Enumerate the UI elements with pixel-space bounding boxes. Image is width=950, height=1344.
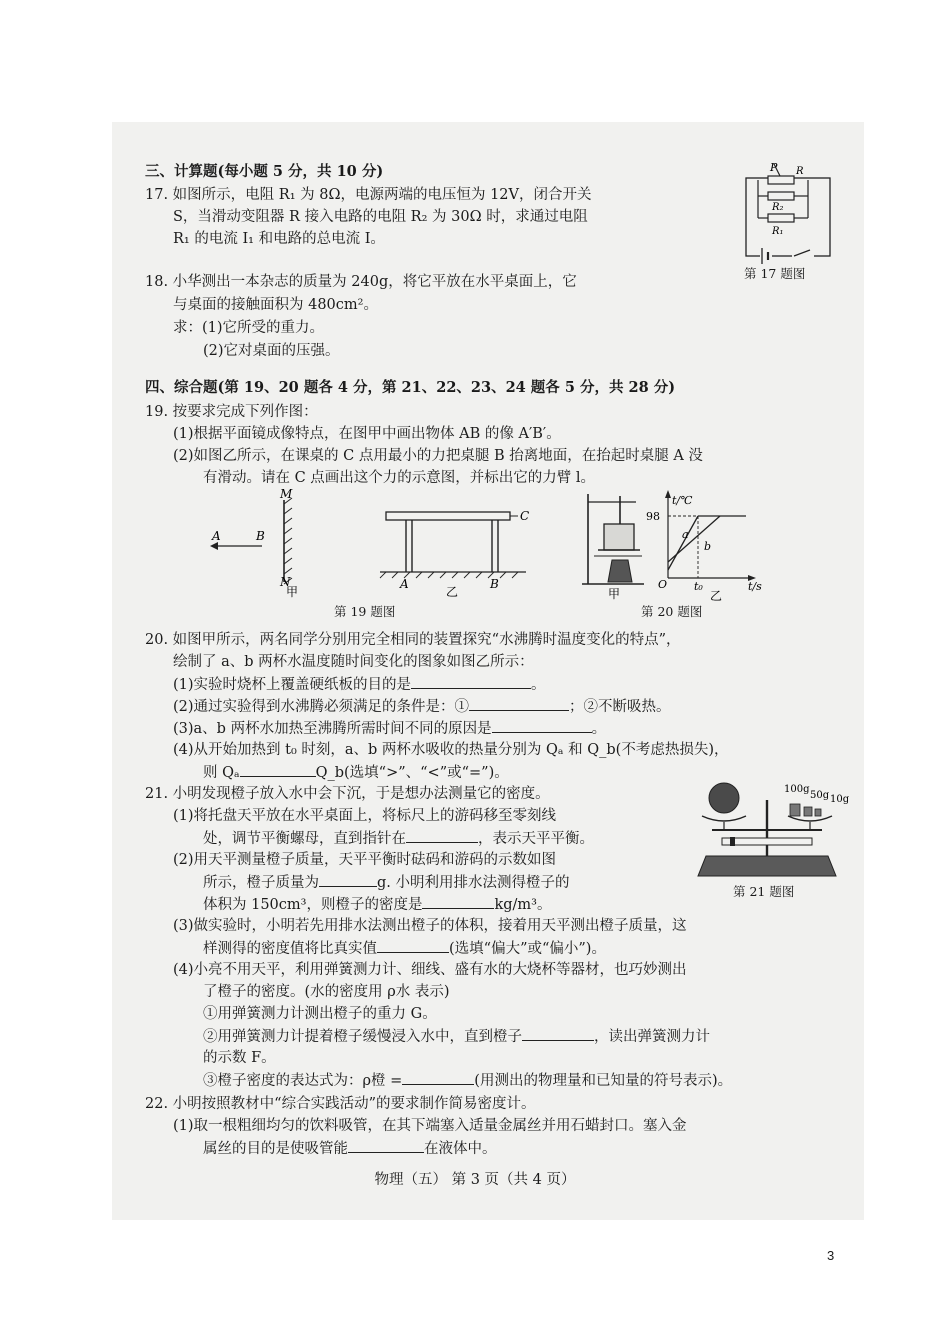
section-4-title: 四、综合题(第 19、20 题各 4 分，第 21、22、23、24 题各 5 分，共 28 分) (145, 379, 676, 396)
q21-line-4: (2)用天平测量橙子质量，天平平衡时砝码和游码的示数如图 (173, 852, 557, 868)
q20-line-3: (1)实验时烧杯上覆盖硬纸板的目的是 。 (173, 674, 546, 695)
q21-line-2: (1)将托盘天平放在水平桌面上，将标尺上的游码移至零刻线 (173, 808, 557, 824)
weight-10g: 10g (830, 794, 850, 805)
q21-line-10: 了橙子的密度。(水的密度用 ρ水 表示) (203, 984, 450, 1000)
q17-circuit-figure (740, 162, 840, 262)
q20-line-1: 20. 如图甲所示，两名同学分别用完全相同的装置探究“水沸腾时温度变化的特点”， (145, 632, 681, 648)
desk-top (386, 512, 510, 520)
q20-temperature-graph (646, 490, 774, 603)
q19-caption: 第 19 题图 (334, 604, 396, 619)
q19-desk-figure (378, 500, 538, 600)
label-r: R (796, 166, 804, 177)
label-m: M (280, 487, 293, 501)
q21-line-8: 样测得的密度值将比真实值 (选填“偏大”或“偏小”)。 (203, 938, 606, 959)
graph-label-a: a (682, 528, 689, 541)
orange (709, 783, 739, 813)
q19-line-2: (1)根据平面镜成像特点，在图甲中画出物体 AB 的像 A′B′。 (173, 426, 561, 442)
rheostat-r (768, 176, 794, 184)
graph-t0: t₀ (694, 580, 703, 593)
burner (608, 560, 632, 582)
label-n: N (280, 575, 291, 589)
q21-line-13: 的示数 F。 (203, 1050, 276, 1066)
label-yi: 乙 (446, 585, 459, 599)
page-footer: 物理（五） 第 3 页（共 4 页） (374, 1172, 576, 1188)
q20-apparatus-figure (580, 490, 650, 602)
graph-origin: O (658, 578, 668, 591)
base (698, 856, 836, 876)
label-c: C (520, 509, 530, 523)
q22-line-2: (1)取一根粗细均匀的饮料吸管，在其下端塞入适量金属丝并用石蜡封口。塞入金 (173, 1118, 687, 1134)
label-desk-b: B (490, 577, 499, 591)
q20-line-6: (4)从开始加热到 t₀ 时刻，a、b 两杯水吸收的热量分别为 Qₐ 和 Q_b(不考虑热损失)， (173, 742, 729, 758)
q18-line-4: (2)它对桌面的压强。 (203, 343, 340, 359)
q19-mirror-figure (200, 488, 310, 598)
scale-ruler (722, 838, 812, 845)
graph-label-b: b (704, 540, 712, 553)
q18-line-3: 求：(1)它所受的重力。 (173, 320, 325, 336)
q21-line-11: ①用弹簧测力计测出橙子的重力 G。 (203, 1006, 437, 1022)
q21-line-1: 21. 小明发现橙子放入水中会下沉，于是想办法测量它的密度。 (145, 786, 550, 802)
label-p: P (770, 161, 778, 174)
q21-line-12: ②用弹簧测力计提着橙子缓慢浸入水中，直到橙子 ，读出弹簧测力计 (203, 1026, 710, 1047)
page-number: 3 (827, 1248, 835, 1263)
q20-line-5: (3)a、b 两杯水加热至沸腾所需时间不同的原因是 。 (173, 718, 606, 739)
label-r2: R₂ (772, 202, 784, 213)
label-jia: 甲 (286, 585, 299, 599)
q20-line-7: 则 Qₐ Q_b(选填“>”、“<”或“=”)。 (203, 762, 509, 783)
left-pan (702, 816, 746, 821)
q22-line-3: 属丝的目的是使吸管能 在液体中。 (203, 1138, 497, 1159)
weight-50g: 50g (810, 790, 830, 801)
q18-line-2: 与桌面的接触面积为 480cm²。 (173, 297, 378, 313)
weight-100g: 100g (784, 784, 810, 795)
q19-line-3: (2)如图乙所示，在课桌的 C 点用最小的力把桌腿 B 抬离地面，在抬起时桌腿 A 没 (173, 448, 703, 464)
q21-line-3: 处，调节平衡螺母，直到指针在 ，表示天平平衡。 (203, 828, 594, 849)
q21-caption: 第 21 题图 (733, 884, 795, 899)
q20-line-2: 绘制了 a、b 两杯水温度随时间变化的图象如图乙所示： (173, 654, 534, 670)
q17-line-1: 17. 如图所示，电阻 R₁ 为 8Ω，电源两端的电压恒为 12V，闭合开关 (145, 187, 592, 203)
q19-line-1: 19. 按要求完成下列作图： (145, 404, 318, 420)
q17-caption: 第 17 题图 (744, 266, 806, 281)
graph-ylabel: t/℃ (672, 494, 693, 507)
graph-y98: 98 (646, 510, 660, 523)
q21-line-5: 所示，橙子质量为 g. 小明利用排水法测得橙子的 (203, 872, 570, 893)
q18-line-1: 18. 小华测出一本杂志的质量为 240g，将它平放在水平桌面上，它 (145, 274, 577, 290)
line-a (668, 516, 698, 570)
q22-line-1: 22. 小明按照教材中“综合实践活动”的要求制作简易密度计。 (145, 1096, 536, 1112)
resistor-r1 (768, 214, 794, 222)
label-jia-20: 甲 (608, 587, 621, 601)
label-desk-a: A (400, 577, 409, 591)
label-a: A (212, 529, 221, 543)
q21-line-9: (4)小亮不用天平，利用弹簧测力计、细线、盛有水的大烧杯等器材，也巧妙测出 (173, 962, 687, 978)
q21-line-14: ③橙子密度的表达式为：ρ橙 = (用测出的物理量和已知量的符号表示)。 (203, 1070, 732, 1091)
q17-line-2: S，当滑动变阻器 R 接入电路的电阻 R₂ 为 30Ω 时，求通过电阻 (173, 209, 588, 225)
graph-xlabel: t/s (748, 580, 762, 593)
q21-line-6: 体积为 150cm³，则橙子的密度是 kg/m³。 (203, 894, 552, 915)
q21-balance-figure (692, 778, 852, 882)
label-yi-20: 乙 (710, 589, 723, 603)
resistor-r2 (768, 192, 794, 200)
q17-line-3: R₁ 的电流 I₁ 和电路的总电流 I。 (173, 231, 385, 247)
right-pan (788, 816, 832, 821)
section-3-title: 三、计算题(每小题 5 分，共 10 分) (145, 163, 384, 180)
beaker (604, 524, 634, 550)
q19-line-4: 有滑动。请在 C 点画出这个力的示意图，并标出它的力臂 l。 (203, 470, 596, 486)
q21-line-7: (3)做实验时，小明若先用排水法测出橙子的体积，接着用天平测出橙子质量，这 (173, 918, 687, 934)
q20-caption: 第 20 题图 (641, 604, 703, 619)
label-r1: R₁ (772, 226, 784, 237)
q20-line-4: (2)通过实验得到水沸腾必须满足的条件是：① ；②不断吸热。 (173, 696, 671, 717)
label-b: B (256, 529, 265, 543)
